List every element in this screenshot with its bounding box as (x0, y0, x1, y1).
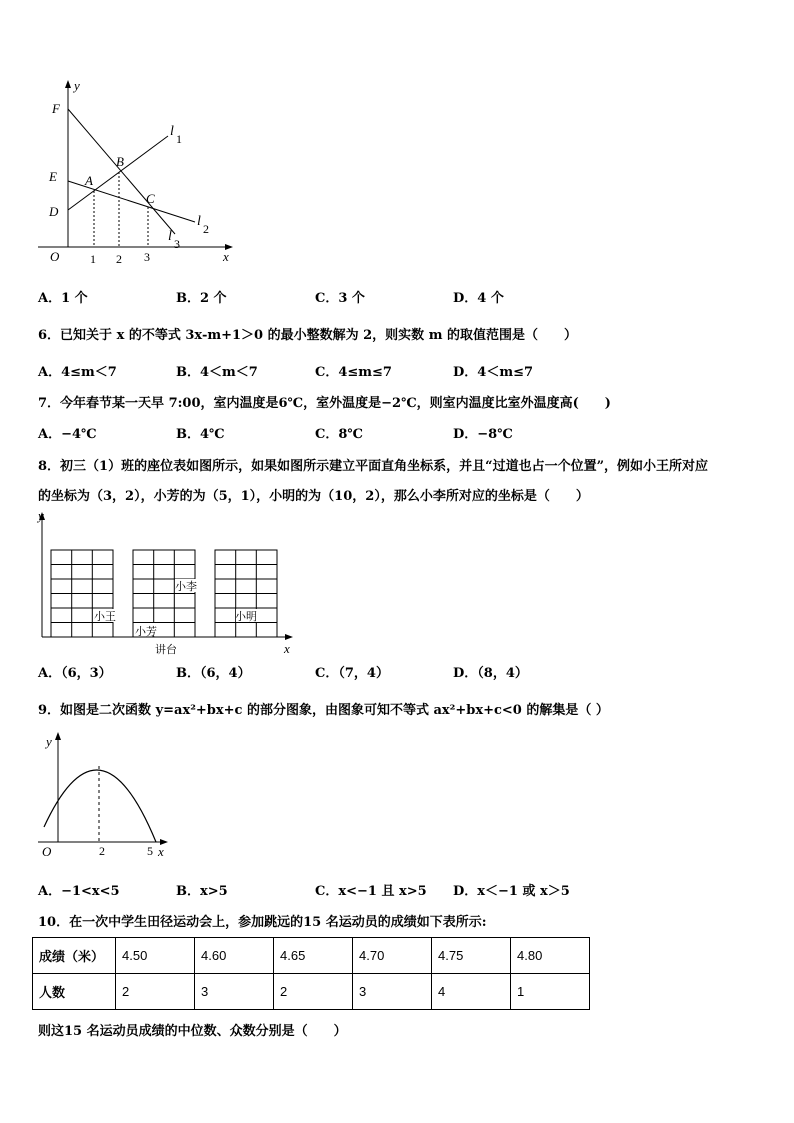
label-y: y (46, 734, 52, 749)
tick-2: 2 (116, 252, 122, 266)
q5-option-a[interactable]: A．1 个 (38, 291, 88, 306)
label-b: B (116, 154, 124, 169)
label-l3-sub: 3 (174, 237, 180, 251)
q10-after-text: 则这15 名运动员成绩的中位数、众数分别是（ ） (38, 1024, 347, 1039)
q8-option-a[interactable]: A．（6，3） (38, 666, 112, 681)
label-a: A (85, 173, 93, 188)
q8-option-d[interactable]: D．（8，4） (453, 666, 528, 681)
seat-xiaoming: 小明 (235, 611, 257, 623)
label-x: x (284, 641, 290, 656)
row-header-score: 成绩（米） (33, 938, 116, 974)
label-f: F (52, 101, 60, 116)
label-origin: O (42, 844, 52, 859)
table-cell: 4.65 (274, 938, 353, 974)
tick-1: 1 (90, 252, 96, 266)
label-l2-sub: 2 (203, 222, 209, 236)
q8-stem-line2: 的坐标为（3，2），小芳的为（5，1），小明的为（10，2），那么小李所对应的坐标是（ ） (38, 489, 589, 504)
q9-option-d[interactable]: D．x＜−1 或 x＞5 (453, 884, 570, 899)
q6-option-b[interactable]: B．4＜m＜7 (176, 365, 258, 380)
x-axis-arrow (285, 634, 293, 640)
q7-stem: 7．今年春节某一天早 7:00，室内温度是6℃，室外温度是−2℃，则室内温度比室外温度高( ) (38, 396, 611, 411)
label-l2: l (197, 214, 201, 229)
table-cell: 4.60 (195, 938, 274, 974)
q9-option-c[interactable]: C．x<−1 且 x>5 (315, 884, 427, 899)
q6-stem: 6．已知关于 x 的不等式 3x-m+1＞0 的最小整数解为 2，则实数 m 的取值范围是（ ） (38, 328, 577, 343)
label-l1: l (170, 124, 174, 139)
q8-stem-line1: 8．初三（1）班的座位表如图所示，如果如图所示建立平面直角坐标系，并且“过道也占一个位置”，例如小王所对应 (38, 459, 709, 474)
label-origin: O (50, 249, 60, 264)
table-row (33, 938, 590, 974)
q9-stem: 9．如图是二次函数 y=ax²+bx+c 的部分图象，由图象可知不等式 ax²+bx+c<0 的解集是（ ） (38, 703, 609, 718)
tick-5: 5 (147, 844, 153, 858)
q7-option-a[interactable]: A．−4℃ (38, 427, 97, 442)
q5-option-d[interactable]: D．4 个 (453, 291, 504, 306)
parabola-figure (34, 730, 174, 862)
seat-xiaoli: 小李 (175, 581, 197, 593)
table-cell: 4.80 (511, 938, 590, 974)
q7-option-d[interactable]: D．−8℃ (453, 427, 513, 442)
q5-option-b[interactable]: B．2 个 (176, 291, 227, 306)
table-cell: 4.75 (432, 938, 511, 974)
y-axis-arrow (55, 732, 61, 740)
scores-table (32, 937, 590, 1010)
table-cell: 4.50 (116, 938, 195, 974)
table-cell: 2 (274, 974, 353, 1010)
row-header-count: 人数 (33, 974, 116, 1010)
q6-option-c[interactable]: C．4≤m≤7 (315, 365, 392, 380)
parabola-curve (44, 770, 156, 842)
label-podium: 讲台 (155, 644, 177, 656)
q9-option-b[interactable]: B．x>5 (176, 884, 228, 899)
table-cell: 3 (195, 974, 274, 1010)
seating-chart (30, 508, 300, 658)
line-l3 (68, 109, 175, 234)
q6-option-d[interactable]: D．4＜m≤7 (453, 365, 534, 380)
desk-block-right (215, 550, 277, 637)
table-cell: 1 (511, 974, 590, 1010)
label-d: D (49, 204, 59, 219)
lines-figure (30, 72, 240, 272)
table-cell: 4 (432, 974, 511, 1010)
y-axis-arrow (65, 80, 71, 88)
label-e: E (49, 169, 57, 184)
q10-stem: 10．在一次中学生田径运动会上，参加跳远的15 名运动员的成绩如下表所示: (38, 915, 487, 930)
seat-xiaofang: 小芳 (135, 626, 157, 638)
label-y: y (38, 508, 44, 523)
label-x: x (223, 249, 229, 264)
seat-xiaowang: 小王 (94, 611, 116, 623)
label-c: C (146, 191, 155, 206)
table-cell: 4.70 (353, 938, 432, 974)
label-l3: l (168, 229, 172, 244)
tick-3: 3 (144, 250, 150, 264)
label-y: y (74, 78, 80, 93)
table-row (33, 974, 590, 1010)
q6-option-a[interactable]: A．4≤m＜7 (38, 365, 117, 380)
q7-option-c[interactable]: C．8℃ (315, 427, 363, 442)
q8-option-c[interactable]: C．（7，4） (315, 666, 389, 681)
q7-option-b[interactable]: B．4℃ (176, 427, 225, 442)
label-x: x (158, 844, 164, 859)
table-cell: 2 (116, 974, 195, 1010)
tick-2: 2 (99, 844, 105, 858)
q5-option-c[interactable]: C．3 个 (315, 291, 365, 306)
q8-option-b[interactable]: B．（6，4） (176, 666, 251, 681)
label-l1-sub: 1 (176, 132, 182, 146)
desk-block-left (51, 550, 113, 637)
q9-option-a[interactable]: A．−1<x<5 (38, 884, 120, 899)
table-cell: 3 (353, 974, 432, 1010)
